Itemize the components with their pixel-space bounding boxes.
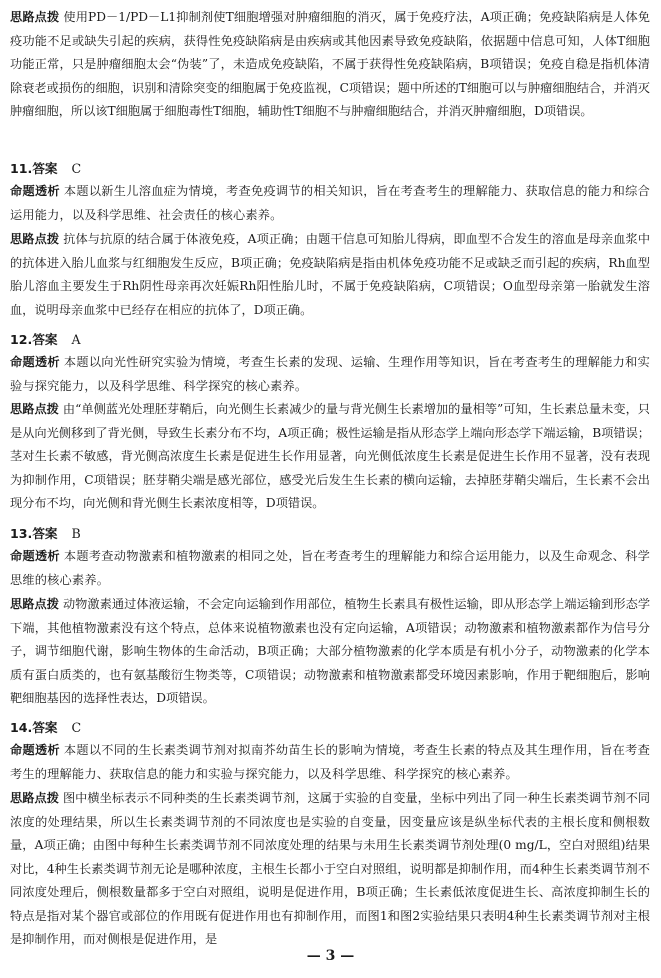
q14-hint-text: 图中横坐标表示不同种类的生长素类调节剂，这属于实验的自变量，坐标中列出了同一种生长素类调节剂不同浓度的处理结果，所以生长素类调节剂的不同浓度也是实验的自变量，因变量应该是纵坐标代表的主根长度和侧根数量，A项正确；由图中每种生长素类调节剂不同浓度处理的结果与未用生长素类调节剂处理(0 mg/L，空白对照组)结果对比，4种生长素类调节剂无论是哪种浓度，主根生长都小于空白对照组，说明都是抑制作用，而4种生长素类调节剂不同浓度处理后，侧根数量都多于空白对照组，说明是促进作用，B项正确；生长素低浓度促进生长、高浓度抑制生长的特点是指对某个器官或部位的作用既有促进作用也有抑制作用，而图1和图2实验结果只表明4种生长素类调节剂对主根是抑制作用，而对侧根是促进作用，是 — [10, 791, 651, 946]
q11-analysis-label: 命题透析 — [10, 184, 60, 198]
q13-analysis-label: 命题透析 — [10, 549, 60, 563]
q12-hint — [10, 398, 650, 516]
q12-number: 12. — [10, 332, 33, 347]
q13-answer-value: B — [71, 526, 81, 541]
q14-analysis-label: 命题透析 — [10, 743, 60, 757]
q13-analysis-text: 本题考查动物激素和植物激素的相同之处，旨在考查考生的理解能力和综合运用能力，以及生命观念、科学思维的核心素养。 — [10, 549, 650, 587]
q10-hint — [10, 6, 650, 124]
q11-hint-label: 思路点拨 — [10, 232, 60, 246]
q14-answer — [10, 717, 81, 736]
q10-hint-label: 思路点拨 — [10, 10, 60, 24]
q14-analysis-text: 本题以不同的生长素类调节剂对拟南芥幼苗生长的影响为情境，考查生长素的特点及其生理作用，旨在考查考生的理解能力、获取信息的能力和实验与探究能力，以及科学思维、科学探究的核心素养。 — [10, 743, 650, 781]
q13-hint-text: 动物激素通过体液运输，不会定向运输到作用部位，植物生长素具有极性运输，即从形态学上端运输到形态学下端，其他植物激素没有这个特点，总体来说植物激素也没有定向运输，A项错误；动物激素和植物激素都作为信号分子，调节细胞代谢，影响生物体的生命活动，B项正确；大部分植物激素的化学本质是有机小分子，动物激素的化学本质有蛋白质类的，也有氨基酸衍生物类等，C项错误；动物激素和植物激素都受环境因素影响，作用于靶细胞后，影响靶细胞基因的选择性表达，D项错误。 — [10, 597, 651, 705]
q14-analysis-block — [10, 739, 650, 786]
q13-answer-label: 答案 — [32, 526, 58, 541]
q13-answer — [10, 523, 81, 542]
q11-answer-label: 答案 — [32, 161, 58, 176]
page-number: — 3 — — [306, 948, 355, 964]
q10-hint-text: 使用PD－1/PD－L1抑制剂使T细胞增强对肿瘤细胞的消灭，属于免疫疗法，A项正确；免疫缺陷病是人体免疫功能不足或缺失引起的疾病，获得性免疫缺陷病是由疾病或其他因素导致免疫缺陷，依据题中信息可知，人体T细胞功能正常，只是肿瘤细胞太会“伪装”了，未造成免疫缺陷，不属于获得性免疫缺陷病，B项错误；免疫自稳是指机体清除衰老或损伤的细胞，识别和清除突变的细胞属于免疫监视，C项错误；题中所述的T细胞可以与肿瘤细胞结合，并消灭肿瘤细胞，所以该T细胞属于细胞毒性T细胞，辅助性T细胞不与肿瘤细胞结合，并消灭肿瘤细胞，D项错误。 — [10, 10, 650, 118]
q14-hint-block — [10, 787, 650, 952]
q12-hint-text: 由“单侧蓝光处理胚芽鞘后，向光侧生长素减少的量与背光侧生长素增加的量相等”可知，生长素总量未变，只是从向光侧移到了背光侧，导致生长素分布不均，A项正确；极性运输是指从形态学上端向形态学下端运输，B项错误；茎对生长素不敏感，背光侧高浓度生长素是促进生长作用显著，向光侧低浓度生长素是促进生长作用不显著，没有表现为抑制作用，C项错误；胚芽鞘尖端是感光部位，感受光后发生生长素的横向运输，去掉胚芽鞘尖端后，生长素不会出现分布不均，向光侧和背光侧生长素浓度相等，D项错误。 — [10, 402, 650, 510]
q11-analysis-text: 本题以新生儿溶血症为情境，考查免疫调节的相关知识，旨在考查考生的理解能力、获取信息的能力和综合运用能力，以及科学思维、社会责任的核心素养。 — [10, 184, 650, 222]
q10-hint-block — [10, 6, 650, 124]
q13-analysis-block — [10, 545, 650, 592]
q14-number: 14. — [10, 720, 33, 735]
q12-hint-block — [10, 398, 650, 516]
q13-hint — [10, 593, 650, 711]
q14-hint — [10, 787, 650, 952]
q12-answer — [10, 329, 81, 348]
q14-answer-label: 答案 — [32, 720, 58, 735]
q12-answer-label: 答案 — [32, 332, 58, 347]
q13-hint-label: 思路点拨 — [10, 597, 59, 611]
q11-analysis-block — [10, 180, 650, 227]
q11-answer — [10, 158, 81, 177]
q13-analysis — [10, 545, 650, 592]
q12-analysis-text: 本题以向光性研究实验为情境，考查生长素的发现、运输、生理作用等知识，旨在考查考生的理解能力和实验与探究能力，以及科学思维、科学探究的核心素养。 — [10, 355, 650, 393]
q11-hint — [10, 228, 650, 322]
q13-hint-block — [10, 593, 650, 711]
q13-number: 13. — [10, 526, 33, 541]
q14-hint-label: 思路点拨 — [10, 791, 59, 805]
q11-hint-block — [10, 228, 650, 322]
q14-analysis — [10, 739, 650, 786]
q11-answer-value: C — [71, 161, 82, 176]
q12-analysis — [10, 351, 650, 398]
q12-analysis-block — [10, 351, 650, 398]
q14-answer-value: C — [71, 720, 82, 735]
q11-hint-text: 抗体与抗原的结合属于体液免疫，A项正确；由题干信息可知胎儿得病，即血型不合发生的溶血是母亲血浆中的抗体进入胎儿血浆与红细胞发生反应，B项正确；免疫缺陷病是指由机体免疫功能不足或缺乏而引起的疾病，Rh血型胎儿溶血主要发生于Rh阴性母亲再次妊娠Rh阳性胎儿时，不属于免疫缺陷病，C项错误；O血型母亲第一胎就发生溶血，说明母亲血浆中已经存在相应的抗体了，D项正确。 — [10, 232, 651, 317]
q12-hint-label: 思路点拨 — [10, 402, 59, 416]
q11-number: 11. — [10, 161, 33, 176]
q12-analysis-label: 命题透析 — [10, 355, 60, 369]
q12-answer-value: A — [71, 332, 81, 347]
q11-analysis — [10, 180, 650, 227]
